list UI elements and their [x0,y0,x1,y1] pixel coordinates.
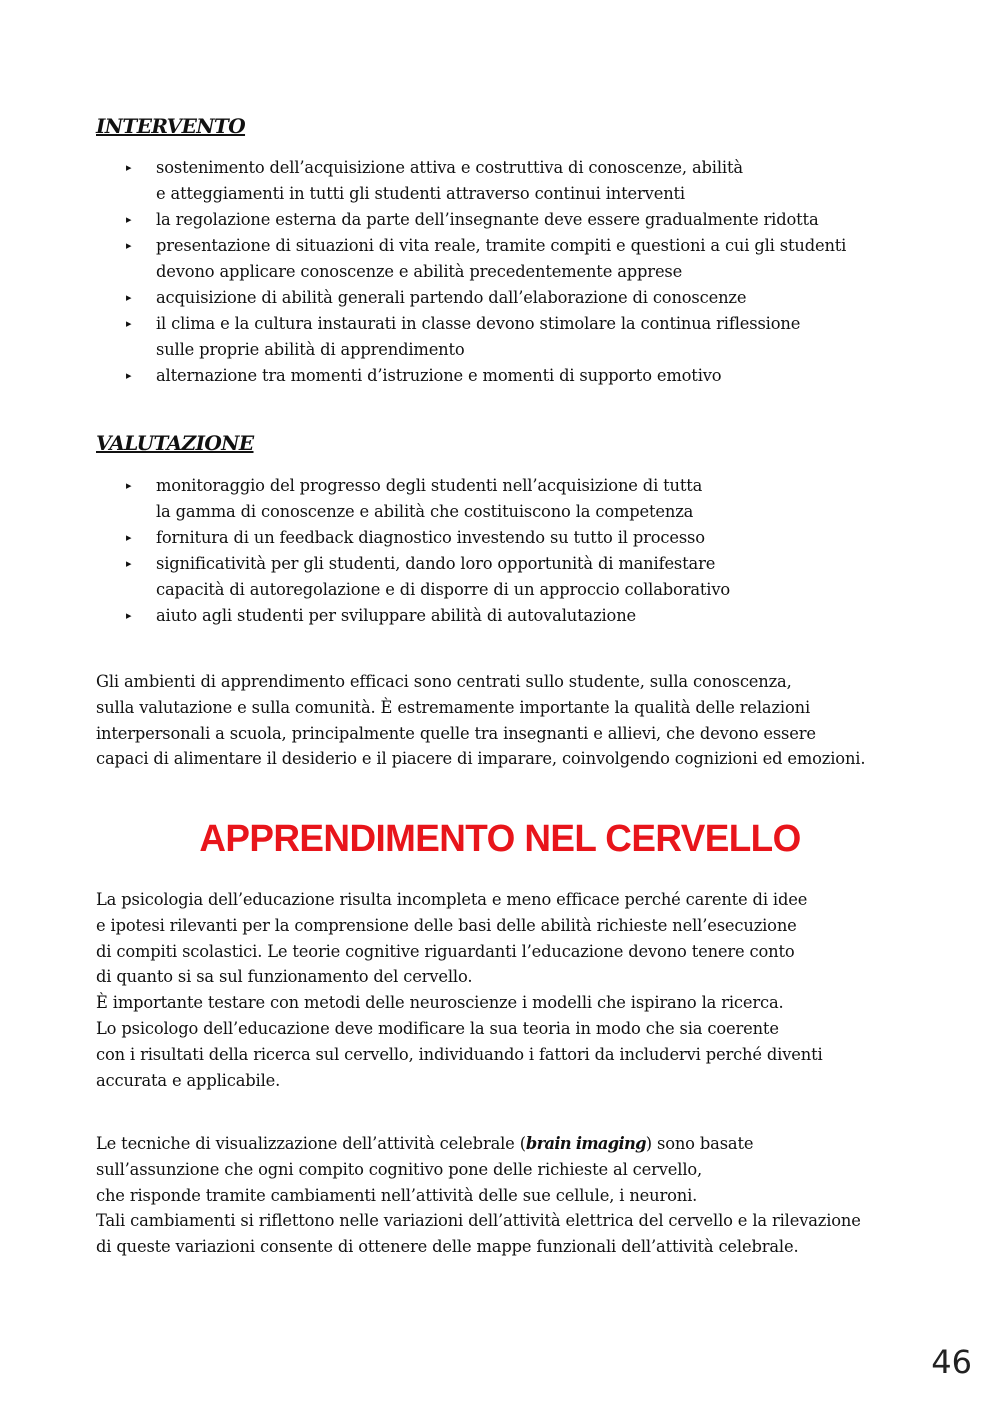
list-item-line: significatività per gli studenti, dando loro opportunità di manifestare [156,554,716,573]
list-item [126,603,730,629]
list-item-line: monitoraggio del progresso degli studenti nell’acquisizione di tutta [156,476,703,495]
list-item-line: la regolazione esterna da parte dell’insegnante deve essere gradualmente ridotta [156,210,819,229]
paragraph-line: sulla valutazione e sulla comunità. È estremamente importante la qualità delle relazioni [96,697,811,717]
paragraph-line [96,1131,861,1157]
paragraph-line: Tali cambiamenti si riflettono nelle variazioni dell’attività elettrica del cervello e la rilevazione [96,1211,861,1231]
valutazione-list [126,473,730,629]
paragraph-ambienti [96,669,865,772]
list-item-line: acquisizione di abilità generali partendo dall’elaborazione di conoscenze [156,288,747,307]
list-item [126,525,730,551]
list-item-line: e atteggiamenti in tutti gli studenti attraverso continui interventi [156,184,685,203]
section-heading-intervento: INTERVENTO [96,114,246,138]
list-item-line: aiuto agli studenti per sviluppare abilità di autovalutazione [156,606,637,625]
section-heading-valutazione: VALUTAZIONE [96,431,254,455]
text-segment: ) sono basate [645,1134,754,1153]
list-item-line: il clima e la cultura instaurati in classe devono stimolare la continua riflessione [156,314,801,333]
list-item [126,311,846,363]
paragraph-line: di queste variazioni consente di ottenere delle mappe funzionali dell’attività celebrale. [96,1237,799,1257]
text-segment: Le tecniche di visualizzazione dell’attività celebrale ( [96,1134,526,1153]
list-item-line: sostenimento dell’acquisizione attiva e costruttiva di conoscenze, abilità [156,158,743,177]
list-item [126,363,846,389]
list-item-line: presentazione di situazioni di vita reale, tramite compiti e questioni a cui gli studenti [156,236,847,255]
paragraph-line: È importante testare con metodi delle neuroscienze i modelli che ispirano la ricerca. [96,993,784,1013]
paragraph-line: di quanto si sa sul funzionamento del cervello. [96,967,473,987]
list-item-line: fornitura di un feedback diagnostico investendo su tutto il processo [156,528,705,547]
list-item [126,155,846,207]
bullet-marker-icon: ▸ [126,317,132,330]
page-number: 46 [931,1343,972,1381]
list-item-line: sulle proprie abilità di apprendimento [156,340,465,359]
paragraph-line: che risponde tramite cambiamenti nell’attività delle sue cellule, i neuroni. [96,1185,698,1205]
paragraph-line: accurata e applicabile. [96,1070,281,1090]
list-item [126,551,730,603]
bullet-marker-icon: ▸ [126,213,132,226]
paragraph-tecniche [96,1131,861,1260]
list-item-line: alternazione tra momenti d’istruzione e momenti di supporto emotivo [156,366,722,385]
paragraph-line: Lo psicologo dell’educazione deve modificare la sua teoria in modo che sia coerente [96,1018,779,1038]
main-title: APPRENDIMENTO NEL CERVELLO [199,818,801,860]
bullet-marker-icon: ▸ [126,369,132,382]
bullet-marker-icon: ▸ [126,609,132,622]
paragraph-psicologia [96,887,823,1093]
list-item [126,285,846,311]
bullet-marker-icon: ▸ [126,161,132,174]
list-item-line: capacità di autoregolazione e di disporre di un approccio collaborativo [156,580,731,599]
bullet-marker-icon: ▸ [126,557,132,570]
list-item [126,473,730,525]
list-item [126,207,846,233]
paragraph-line: con i risultati della ricerca sul cervello, individuando i fattori da includervi perché diventi [96,1044,823,1064]
intervento-list [126,155,846,389]
paragraph-line: interpersonali a scuola, principalmente quelle tra insegnanti e allievi, che devono essere [96,723,816,743]
list-item-line: la gamma di conoscenze e abilità che costituiscono la competenza [156,502,694,521]
list-item [126,233,846,285]
bullet-marker-icon: ▸ [126,531,132,544]
bullet-marker-icon: ▸ [126,479,132,492]
list-item-line: devono applicare conoscenze e abilità precedentemente apprese [156,262,683,281]
paragraph-line: Gli ambienti di apprendimento efficaci sono centrati sullo studente, sulla conoscenza, [96,672,792,691]
paragraph-line: e ipotesi rilevanti per la comprensione delle basi delle abilità richieste nell’esecuzione [96,915,797,935]
paragraph-line: sull’assunzione che ogni compito cognitivo pone delle richieste al cervello, [96,1159,703,1179]
paragraph-line: capaci di alimentare il desiderio e il piacere di imparare, coinvolgendo cognizioni ed emozioni. [96,749,866,769]
paragraph-line: di compiti scolastici. Le teorie cognitive riguardanti l’educazione devono tenere conto [96,941,795,961]
bullet-marker-icon: ▸ [126,291,132,304]
bullet-marker-icon: ▸ [126,239,132,252]
paragraph-line: La psicologia dell’educazione risulta incompleta e meno efficace perché carente di idee [96,890,808,909]
emphasis-brain-imaging: brain imaging [525,1134,646,1153]
